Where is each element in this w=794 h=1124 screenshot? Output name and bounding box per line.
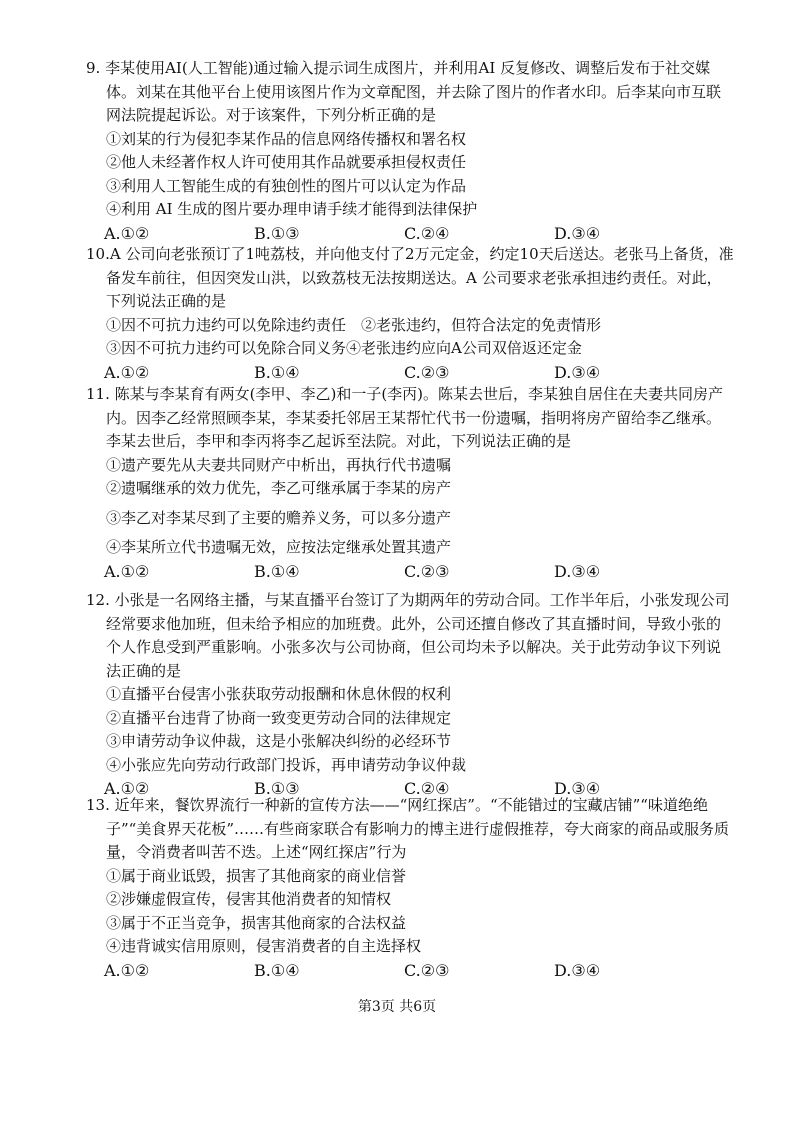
statement: ①直播平台侵害小张获取劳动报酬和休息休假的权利 bbox=[106, 685, 452, 703]
question-13 bbox=[86, 794, 734, 982]
option-c: C.②④ bbox=[404, 779, 450, 798]
option-d: D.③④ bbox=[554, 561, 601, 581]
option-c: C.②③ bbox=[404, 960, 450, 980]
question-9 bbox=[86, 57, 734, 245]
option-d: D.③④ bbox=[554, 362, 601, 382]
statement: ③属于不正当竞争，损害其他商家的合法权益 bbox=[106, 913, 407, 932]
options-row bbox=[86, 222, 734, 246]
option-a: A.①② bbox=[104, 223, 150, 243]
option-b: B.①④ bbox=[254, 960, 300, 980]
option-a: A.①② bbox=[104, 960, 150, 980]
question-stem: 12. 小张是一名网络主播，与某直播平台签订了为期两年的劳动合同。工作半年后，小张发现公司经常要求他加班，但未给予相应的加班费。此外，公司还擅自修改了其直播时间，导致小张的个人作息受到严重影响。小张多次与公司协商，但公司均未予以解决。关于此劳动争议下列说法正确的是 bbox=[86, 591, 730, 680]
statement: ③李乙对李某尽到了主要的赡养义务，可以多分遗产 bbox=[106, 508, 452, 527]
option-d: D.③④ bbox=[554, 779, 601, 798]
question-11 bbox=[86, 383, 734, 583]
option-a: A.①② bbox=[104, 779, 150, 798]
question-stem: 9. 李某使用AI(人工智能)通过输入提示词生成图片，并利用AI 反复修改、调整后发布于社交媒体。刘某在其他平台上使用该图片作为文章配图，并去除了图片的作者水印。后李某向市互联网法院提起诉讼。对于该案件，下列分析正确的是 bbox=[86, 59, 722, 124]
page-number-footer: 第3页 共6页 bbox=[357, 999, 437, 1015]
question-stem: 13. 近年来，餐饮界流行一种新的宣传方法——“网红探店”。“不能错过的宝藏店铺”“味道绝绝子”“美食界天花板”……有些商家联合有影响力的博主进行虚假推荐，夸大商家的商品或服务质量，令消费者叫苦不迭。上述“网红探店”行为 bbox=[86, 796, 730, 861]
question-10 bbox=[86, 243, 734, 384]
option-b: B.①④ bbox=[254, 561, 300, 581]
statement: ②遗嘱继承的效力优先，李乙可继承属于李某的房产 bbox=[106, 479, 452, 497]
question-stem: 10.A 公司向老张预订了1吨荔枝，并向他支付了2万元定金，约定10天后送达。老张马上备货，准备发车前往，但因突发山洪，以致荔枝无法按期送达。A 公司要求老张承担违约责任。对此，下列说法正确的是 bbox=[86, 245, 734, 310]
statement: ②涉嫌虚假宣传，侵害其他消费者的知情权 bbox=[106, 890, 392, 908]
options-row bbox=[86, 361, 734, 385]
option-c: C.②③ bbox=[404, 362, 450, 382]
statement: ①因不可抗力违约可以免除违约责任 ②老张违约，但符合法定的免责情形 bbox=[106, 315, 602, 334]
statement: ④小张应先向劳动行政部门投诉，再申请劳动争议仲裁 bbox=[106, 755, 467, 774]
option-b: B.①④ bbox=[254, 362, 300, 382]
statement: ③利用人工智能生成的有独创性的图片可以认定为作品 bbox=[106, 176, 467, 195]
option-b: B.①③ bbox=[254, 223, 300, 243]
option-c: C.②④ bbox=[404, 223, 450, 243]
statement: ①刘某的行为侵犯李某作品的信息网络传播权和署名权 bbox=[106, 129, 467, 148]
statement: ④违背诚实信用原则，侵害消费者的自主选择权 bbox=[106, 937, 422, 955]
option-a: A.①② bbox=[104, 561, 150, 581]
options-row bbox=[86, 560, 734, 584]
option-d: D.③④ bbox=[554, 960, 601, 980]
statement: ①遗产要先从夫妻共同财产中析出，再执行代书遗嘱 bbox=[106, 455, 452, 474]
statement: ④利用 AI 生成的图片要办理申请手续才能得到法律保护 bbox=[106, 200, 478, 218]
statement: ④李某所立代书遗嘱无效，应按法定继承处置其遗产 bbox=[106, 538, 452, 556]
statement: ②他人未经著作权人许可使用其作品就要承担侵权责任 bbox=[106, 153, 467, 171]
option-b: B.①③ bbox=[254, 779, 300, 798]
question-stem: 11. 陈某与李某育有两女(李甲、李乙)和一子(李丙)。陈某去世后，李某独自居住在夫妻共同房产内。因李乙经常照顾李某，李某委托邻居王某帮忙代书一份遗嘱，指明将房产留给李乙继承。李某去世后，李甲和李丙将李乙起诉至法院。对此，下列说法正确的是 bbox=[86, 385, 724, 450]
options-row bbox=[86, 959, 734, 983]
option-a: A.①② bbox=[104, 362, 150, 382]
option-d: D.③④ bbox=[554, 223, 601, 243]
statement: ③因不可抗力违约可以免除合同义务④老张违约应向A公司双倍返还定金 bbox=[106, 339, 582, 357]
option-c: C.②③ bbox=[404, 561, 450, 581]
question-12 bbox=[86, 589, 734, 801]
statement: ③申请劳动争议仲裁，这是小张解决纠纷的必经环节 bbox=[106, 732, 452, 750]
statement: ②直播平台违背了协商一致变更劳动合同的法律规定 bbox=[106, 708, 452, 727]
statement: ①属于商业诋毁，损害了其他商家的商业信誉 bbox=[106, 866, 407, 885]
